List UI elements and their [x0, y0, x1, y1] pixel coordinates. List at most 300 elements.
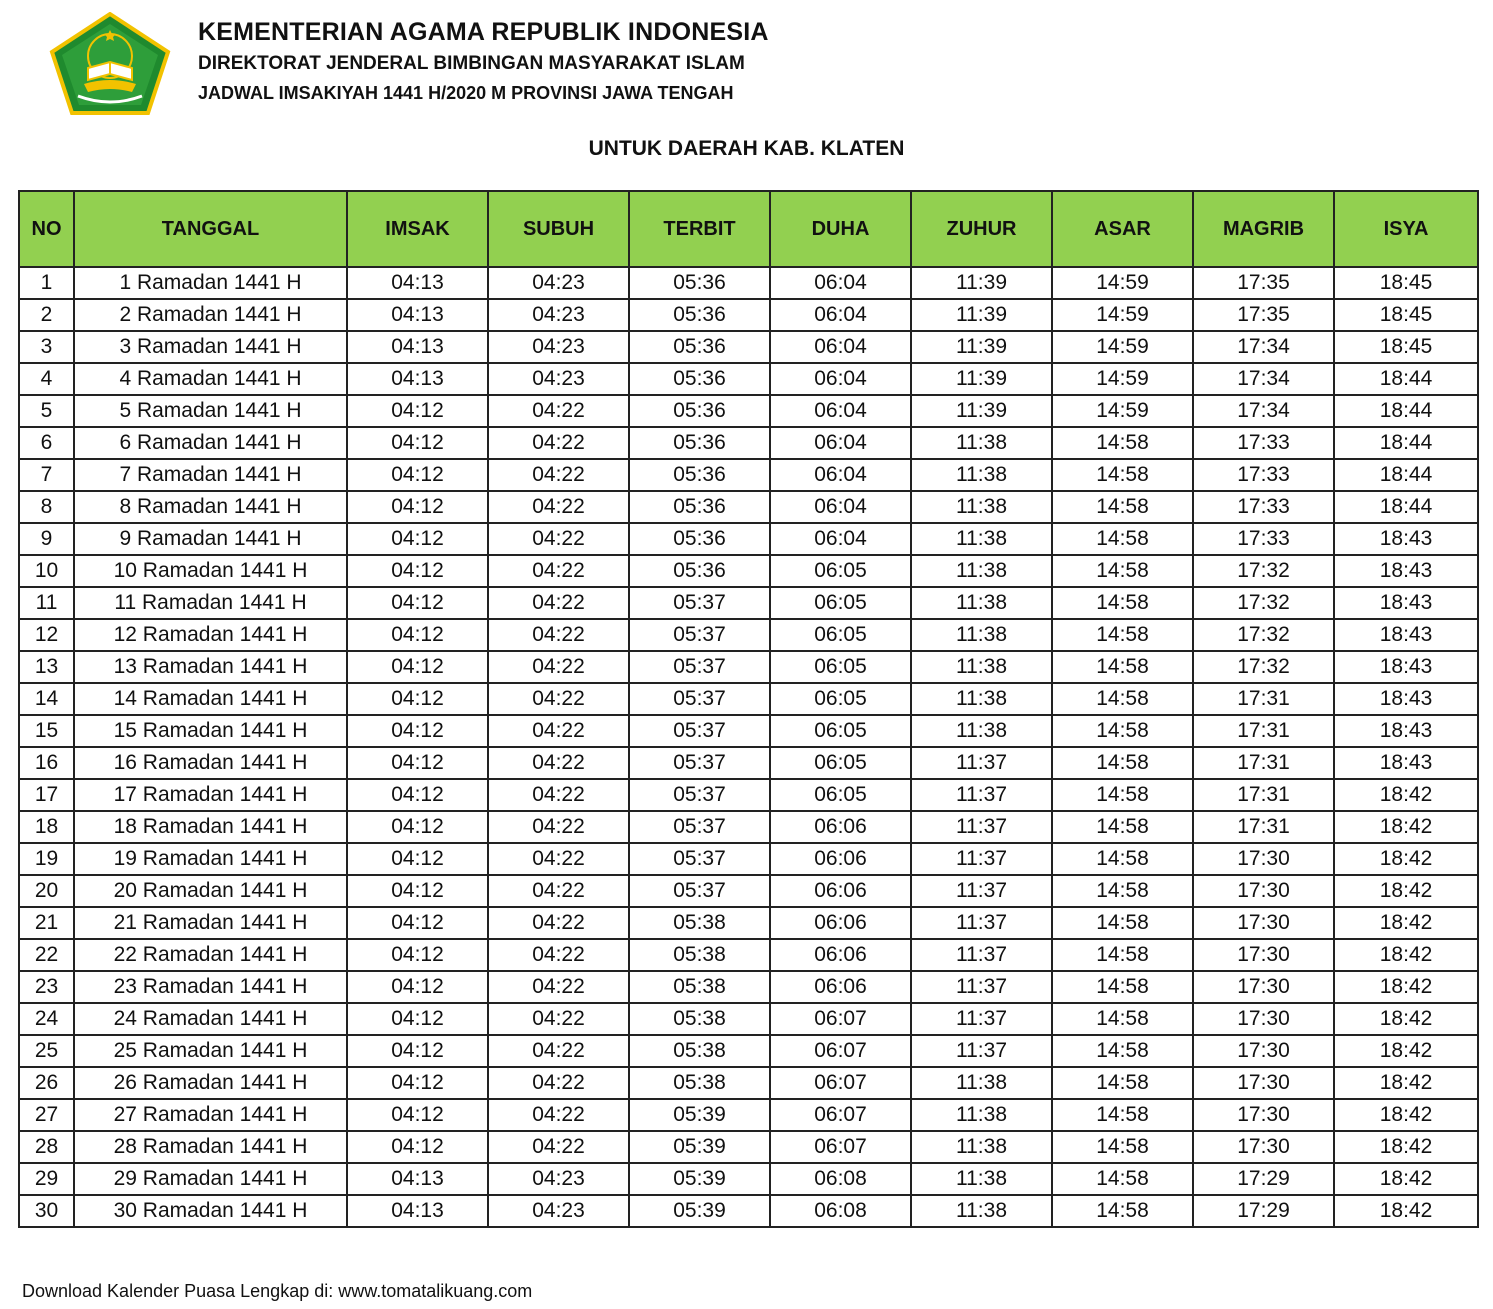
cell-imsak: 04:12	[347, 907, 488, 939]
cell-imsak: 04:12	[347, 843, 488, 875]
cell-imsak: 04:12	[347, 587, 488, 619]
cell-duha: 06:04	[770, 427, 911, 459]
cell-no: 16	[19, 747, 74, 779]
cell-imsak: 04:12	[347, 1067, 488, 1099]
cell-isya: 18:43	[1334, 587, 1478, 619]
cell-tanggal: 22 Ramadan 1441 H	[74, 939, 347, 971]
cell-asar: 14:58	[1052, 459, 1193, 491]
cell-zuhur: 11:38	[911, 555, 1052, 587]
cell-no: 8	[19, 491, 74, 523]
cell-no: 7	[19, 459, 74, 491]
cell-duha: 06:04	[770, 523, 911, 555]
cell-asar: 14:58	[1052, 1003, 1193, 1035]
cell-imsak: 04:12	[347, 779, 488, 811]
cell-imsak: 04:12	[347, 811, 488, 843]
cell-subuh: 04:23	[488, 363, 629, 395]
cell-magrib: 17:33	[1193, 427, 1334, 459]
table-row	[19, 299, 1478, 331]
cell-terbit: 05:37	[629, 683, 770, 715]
ministry-name: KEMENTERIAN AGAMA REPUBLIK INDONESIA	[198, 18, 769, 46]
cell-no: 1	[19, 267, 74, 299]
cell-tanggal: 3 Ramadan 1441 H	[74, 331, 347, 363]
table-row	[19, 1195, 1478, 1227]
cell-duha: 06:04	[770, 395, 911, 427]
cell-no: 2	[19, 299, 74, 331]
cell-imsak: 04:12	[347, 971, 488, 1003]
cell-terbit: 05:36	[629, 427, 770, 459]
cell-subuh: 04:22	[488, 587, 629, 619]
schedule-title: JADWAL IMSAKIYAH 1441 H/2020 M PROVINSI JAWA TENGAH	[198, 83, 734, 103]
column-header-tanggal: TANGGAL	[74, 191, 347, 267]
cell-subuh: 04:22	[488, 875, 629, 907]
table-row	[19, 747, 1478, 779]
cell-zuhur: 11:39	[911, 267, 1052, 299]
cell-asar: 14:58	[1052, 683, 1193, 715]
cell-zuhur: 11:38	[911, 1195, 1052, 1227]
cell-subuh: 04:22	[488, 1099, 629, 1131]
cell-duha: 06:05	[770, 619, 911, 651]
cell-subuh: 04:22	[488, 491, 629, 523]
cell-imsak: 04:12	[347, 1099, 488, 1131]
cell-imsak: 04:13	[347, 299, 488, 331]
column-header-subuh: SUBUH	[488, 191, 629, 267]
cell-imsak: 04:13	[347, 267, 488, 299]
cell-isya: 18:45	[1334, 331, 1478, 363]
cell-no: 23	[19, 971, 74, 1003]
cell-tanggal: 17 Ramadan 1441 H	[74, 779, 347, 811]
cell-terbit: 05:36	[629, 459, 770, 491]
cell-imsak: 04:12	[347, 683, 488, 715]
cell-duha: 06:06	[770, 811, 911, 843]
cell-magrib: 17:33	[1193, 523, 1334, 555]
table-row	[19, 1067, 1478, 1099]
cell-terbit: 05:37	[629, 811, 770, 843]
cell-isya: 18:42	[1334, 1195, 1478, 1227]
cell-isya: 18:44	[1334, 395, 1478, 427]
cell-isya: 18:42	[1334, 1163, 1478, 1195]
cell-tanggal: 26 Ramadan 1441 H	[74, 1067, 347, 1099]
cell-imsak: 04:12	[347, 1035, 488, 1067]
table-body	[19, 267, 1478, 1227]
cell-no: 25	[19, 1035, 74, 1067]
cell-duha: 06:05	[770, 555, 911, 587]
cell-asar: 14:58	[1052, 875, 1193, 907]
cell-asar: 14:58	[1052, 427, 1193, 459]
cell-asar: 14:58	[1052, 811, 1193, 843]
table-row	[19, 907, 1478, 939]
cell-zuhur: 11:37	[911, 875, 1052, 907]
cell-no: 24	[19, 1003, 74, 1035]
table-row	[19, 395, 1478, 427]
cell-magrib: 17:30	[1193, 971, 1334, 1003]
cell-isya: 18:42	[1334, 811, 1478, 843]
cell-isya: 18:42	[1334, 939, 1478, 971]
cell-terbit: 05:37	[629, 619, 770, 651]
cell-isya: 18:43	[1334, 747, 1478, 779]
cell-terbit: 05:38	[629, 971, 770, 1003]
cell-subuh: 04:22	[488, 427, 629, 459]
cell-zuhur: 11:38	[911, 651, 1052, 683]
cell-no: 15	[19, 715, 74, 747]
cell-asar: 14:59	[1052, 299, 1193, 331]
table-row	[19, 619, 1478, 651]
cell-magrib: 17:32	[1193, 651, 1334, 683]
cell-imsak: 04:13	[347, 331, 488, 363]
cell-imsak: 04:12	[347, 427, 488, 459]
cell-duha: 06:08	[770, 1195, 911, 1227]
cell-magrib: 17:30	[1193, 1003, 1334, 1035]
cell-no: 27	[19, 1099, 74, 1131]
cell-subuh: 04:22	[488, 939, 629, 971]
cell-zuhur: 11:38	[911, 523, 1052, 555]
cell-terbit: 05:36	[629, 331, 770, 363]
cell-subuh: 04:23	[488, 331, 629, 363]
cell-zuhur: 11:38	[911, 1163, 1052, 1195]
cell-no: 21	[19, 907, 74, 939]
cell-zuhur: 11:37	[911, 1003, 1052, 1035]
cell-asar: 14:58	[1052, 939, 1193, 971]
cell-terbit: 05:37	[629, 779, 770, 811]
column-header-isya: ISYA	[1334, 191, 1478, 267]
cell-zuhur: 11:39	[911, 363, 1052, 395]
cell-terbit: 05:36	[629, 395, 770, 427]
cell-tanggal: 18 Ramadan 1441 H	[74, 811, 347, 843]
cell-asar: 14:58	[1052, 555, 1193, 587]
table-row	[19, 843, 1478, 875]
cell-magrib: 17:30	[1193, 907, 1334, 939]
cell-imsak: 04:12	[347, 715, 488, 747]
cell-duha: 06:06	[770, 939, 911, 971]
cell-subuh: 04:22	[488, 779, 629, 811]
cell-duha: 06:06	[770, 907, 911, 939]
cell-asar: 14:58	[1052, 491, 1193, 523]
cell-magrib: 17:30	[1193, 1067, 1334, 1099]
cell-asar: 14:58	[1052, 1195, 1193, 1227]
cell-isya: 18:43	[1334, 619, 1478, 651]
cell-zuhur: 11:37	[911, 907, 1052, 939]
cell-subuh: 04:22	[488, 907, 629, 939]
cell-subuh: 04:22	[488, 843, 629, 875]
cell-subuh: 04:22	[488, 747, 629, 779]
cell-duha: 06:05	[770, 651, 911, 683]
cell-subuh: 04:22	[488, 555, 629, 587]
cell-asar: 14:58	[1052, 1035, 1193, 1067]
cell-subuh: 04:22	[488, 1035, 629, 1067]
cell-duha: 06:04	[770, 363, 911, 395]
cell-no: 9	[19, 523, 74, 555]
table-row	[19, 651, 1478, 683]
cell-tanggal: 13 Ramadan 1441 H	[74, 651, 347, 683]
cell-zuhur: 11:37	[911, 811, 1052, 843]
table-row	[19, 491, 1478, 523]
cell-imsak: 04:12	[347, 619, 488, 651]
cell-terbit: 05:37	[629, 587, 770, 619]
cell-magrib: 17:31	[1193, 715, 1334, 747]
cell-isya: 18:43	[1334, 715, 1478, 747]
cell-imsak: 04:12	[347, 939, 488, 971]
table-row	[19, 939, 1478, 971]
cell-subuh: 04:23	[488, 299, 629, 331]
column-header-imsak: IMSAK	[347, 191, 488, 267]
cell-terbit: 05:36	[629, 267, 770, 299]
cell-magrib: 17:32	[1193, 587, 1334, 619]
cell-terbit: 05:37	[629, 747, 770, 779]
cell-subuh: 04:22	[488, 1131, 629, 1163]
cell-no: 19	[19, 843, 74, 875]
table-row	[19, 875, 1478, 907]
cell-terbit: 05:38	[629, 1035, 770, 1067]
cell-duha: 06:04	[770, 331, 911, 363]
cell-isya: 18:45	[1334, 267, 1478, 299]
cell-asar: 14:58	[1052, 747, 1193, 779]
cell-isya: 18:43	[1334, 523, 1478, 555]
table-row	[19, 1099, 1478, 1131]
cell-magrib: 17:29	[1193, 1195, 1334, 1227]
table-row	[19, 331, 1478, 363]
cell-subuh: 04:23	[488, 1195, 629, 1227]
cell-subuh: 04:22	[488, 715, 629, 747]
cell-isya: 18:43	[1334, 555, 1478, 587]
cell-asar: 14:58	[1052, 587, 1193, 619]
cell-imsak: 04:13	[347, 363, 488, 395]
cell-zuhur: 11:37	[911, 1035, 1052, 1067]
cell-asar: 14:58	[1052, 971, 1193, 1003]
cell-asar: 14:59	[1052, 267, 1193, 299]
cell-asar: 14:58	[1052, 843, 1193, 875]
column-header-duha: DUHA	[770, 191, 911, 267]
cell-terbit: 05:38	[629, 1067, 770, 1099]
cell-zuhur: 11:39	[911, 299, 1052, 331]
cell-terbit: 05:36	[629, 523, 770, 555]
cell-isya: 18:42	[1334, 779, 1478, 811]
cell-duha: 06:07	[770, 1099, 911, 1131]
cell-duha: 06:07	[770, 1003, 911, 1035]
cell-terbit: 05:36	[629, 299, 770, 331]
cell-terbit: 05:38	[629, 1003, 770, 1035]
cell-magrib: 17:29	[1193, 1163, 1334, 1195]
table-row	[19, 587, 1478, 619]
cell-duha: 06:05	[770, 683, 911, 715]
cell-no: 4	[19, 363, 74, 395]
cell-subuh: 04:22	[488, 459, 629, 491]
cell-tanggal: 27 Ramadan 1441 H	[74, 1099, 347, 1131]
cell-terbit: 05:36	[629, 363, 770, 395]
cell-tanggal: 14 Ramadan 1441 H	[74, 683, 347, 715]
cell-tanggal: 19 Ramadan 1441 H	[74, 843, 347, 875]
cell-subuh: 04:22	[488, 619, 629, 651]
column-header-no: NO	[19, 191, 74, 267]
cell-isya: 18:42	[1334, 875, 1478, 907]
cell-isya: 18:42	[1334, 843, 1478, 875]
document-header	[198, 16, 769, 107]
cell-terbit: 05:37	[629, 875, 770, 907]
cell-subuh: 04:23	[488, 1163, 629, 1195]
cell-tanggal: 25 Ramadan 1441 H	[74, 1035, 347, 1067]
cell-subuh: 04:22	[488, 395, 629, 427]
cell-terbit: 05:37	[629, 843, 770, 875]
cell-no: 12	[19, 619, 74, 651]
cell-asar: 14:58	[1052, 651, 1193, 683]
cell-tanggal: 15 Ramadan 1441 H	[74, 715, 347, 747]
cell-imsak: 04:12	[347, 523, 488, 555]
cell-terbit: 05:38	[629, 907, 770, 939]
cell-no: 14	[19, 683, 74, 715]
cell-duha: 06:06	[770, 971, 911, 1003]
cell-tanggal: 20 Ramadan 1441 H	[74, 875, 347, 907]
cell-imsak: 04:13	[347, 1163, 488, 1195]
cell-imsak: 04:12	[347, 459, 488, 491]
cell-zuhur: 11:38	[911, 715, 1052, 747]
cell-no: 18	[19, 811, 74, 843]
cell-zuhur: 11:37	[911, 971, 1052, 1003]
cell-asar: 14:59	[1052, 395, 1193, 427]
cell-isya: 18:42	[1334, 907, 1478, 939]
cell-no: 17	[19, 779, 74, 811]
cell-zuhur: 11:37	[911, 939, 1052, 971]
cell-imsak: 04:12	[347, 555, 488, 587]
cell-duha: 06:07	[770, 1131, 911, 1163]
cell-asar: 14:58	[1052, 715, 1193, 747]
cell-isya: 18:42	[1334, 1067, 1478, 1099]
cell-magrib: 17:30	[1193, 843, 1334, 875]
cell-zuhur: 11:38	[911, 1131, 1052, 1163]
cell-magrib: 17:34	[1193, 395, 1334, 427]
cell-isya: 18:44	[1334, 491, 1478, 523]
cell-magrib: 17:31	[1193, 747, 1334, 779]
table-row	[19, 427, 1478, 459]
cell-duha: 06:05	[770, 779, 911, 811]
cell-no: 22	[19, 939, 74, 971]
cell-terbit: 05:36	[629, 491, 770, 523]
cell-subuh: 04:22	[488, 1067, 629, 1099]
cell-no: 29	[19, 1163, 74, 1195]
cell-terbit: 05:39	[629, 1163, 770, 1195]
cell-duha: 06:08	[770, 1163, 911, 1195]
cell-magrib: 17:31	[1193, 779, 1334, 811]
cell-subuh: 04:22	[488, 811, 629, 843]
cell-magrib: 17:31	[1193, 811, 1334, 843]
cell-duha: 06:05	[770, 587, 911, 619]
cell-no: 10	[19, 555, 74, 587]
cell-isya: 18:42	[1334, 1003, 1478, 1035]
column-header-terbit: TERBIT	[629, 191, 770, 267]
cell-magrib: 17:34	[1193, 363, 1334, 395]
cell-imsak: 04:12	[347, 395, 488, 427]
cell-isya: 18:44	[1334, 363, 1478, 395]
cell-zuhur: 11:37	[911, 747, 1052, 779]
cell-zuhur: 11:38	[911, 1099, 1052, 1131]
cell-subuh: 04:22	[488, 1003, 629, 1035]
cell-no: 5	[19, 395, 74, 427]
cell-imsak: 04:12	[347, 747, 488, 779]
cell-isya: 18:42	[1334, 1035, 1478, 1067]
cell-imsak: 04:12	[347, 491, 488, 523]
cell-duha: 06:04	[770, 299, 911, 331]
cell-zuhur: 11:38	[911, 619, 1052, 651]
cell-duha: 06:05	[770, 747, 911, 779]
cell-tanggal: 16 Ramadan 1441 H	[74, 747, 347, 779]
directorate-name: DIREKTORAT JENDERAL BIMBINGAN MASYARAKAT ISLAM	[198, 53, 745, 74]
cell-magrib: 17:34	[1193, 331, 1334, 363]
cell-magrib: 17:30	[1193, 875, 1334, 907]
cell-asar: 14:58	[1052, 523, 1193, 555]
cell-tanggal: 28 Ramadan 1441 H	[74, 1131, 347, 1163]
table-row	[19, 779, 1478, 811]
cell-asar: 14:58	[1052, 907, 1193, 939]
cell-isya: 18:42	[1334, 1131, 1478, 1163]
cell-terbit: 05:39	[629, 1099, 770, 1131]
cell-zuhur: 11:38	[911, 1067, 1052, 1099]
table-row	[19, 683, 1478, 715]
cell-terbit: 05:37	[629, 651, 770, 683]
cell-no: 6	[19, 427, 74, 459]
cell-no: 28	[19, 1131, 74, 1163]
cell-imsak: 04:12	[347, 875, 488, 907]
cell-isya: 18:45	[1334, 299, 1478, 331]
cell-magrib: 17:33	[1193, 459, 1334, 491]
cell-tanggal: 12 Ramadan 1441 H	[74, 619, 347, 651]
table-row	[19, 267, 1478, 299]
cell-magrib: 17:32	[1193, 619, 1334, 651]
cell-magrib: 17:30	[1193, 1099, 1334, 1131]
cell-zuhur: 11:38	[911, 427, 1052, 459]
cell-magrib: 17:31	[1193, 683, 1334, 715]
cell-zuhur: 11:38	[911, 459, 1052, 491]
table-row	[19, 971, 1478, 1003]
cell-duha: 06:05	[770, 715, 911, 747]
cell-tanggal: 4 Ramadan 1441 H	[74, 363, 347, 395]
cell-duha: 06:07	[770, 1035, 911, 1067]
cell-no: 26	[19, 1067, 74, 1099]
table-row	[19, 459, 1478, 491]
cell-duha: 06:04	[770, 459, 911, 491]
cell-imsak: 04:13	[347, 1195, 488, 1227]
cell-subuh: 04:22	[488, 651, 629, 683]
cell-magrib: 17:30	[1193, 1131, 1334, 1163]
region-title: UNTUK DAERAH KAB. KLATEN	[588, 137, 905, 160]
cell-tanggal: 5 Ramadan 1441 H	[74, 395, 347, 427]
cell-asar: 14:58	[1052, 1067, 1193, 1099]
cell-isya: 18:43	[1334, 683, 1478, 715]
cell-no: 30	[19, 1195, 74, 1227]
cell-no: 11	[19, 587, 74, 619]
cell-tanggal: 23 Ramadan 1441 H	[74, 971, 347, 1003]
cell-asar: 14:58	[1052, 1099, 1193, 1131]
cell-tanggal: 2 Ramadan 1441 H	[74, 299, 347, 331]
imsakiyah-table	[18, 190, 1479, 1228]
cell-imsak: 04:12	[347, 1003, 488, 1035]
cell-duha: 06:04	[770, 491, 911, 523]
table-row	[19, 1131, 1478, 1163]
cell-imsak: 04:12	[347, 1131, 488, 1163]
cell-subuh: 04:22	[488, 971, 629, 1003]
cell-tanggal: 21 Ramadan 1441 H	[74, 907, 347, 939]
cell-zuhur: 11:37	[911, 843, 1052, 875]
cell-asar: 14:58	[1052, 1163, 1193, 1195]
cell-terbit: 05:37	[629, 715, 770, 747]
cell-tanggal: 9 Ramadan 1441 H	[74, 523, 347, 555]
cell-imsak: 04:12	[347, 651, 488, 683]
cell-tanggal: 30 Ramadan 1441 H	[74, 1195, 347, 1227]
cell-no: 13	[19, 651, 74, 683]
table-row	[19, 1163, 1478, 1195]
cell-terbit: 05:38	[629, 939, 770, 971]
cell-duha: 06:04	[770, 267, 911, 299]
cell-subuh: 04:22	[488, 683, 629, 715]
cell-terbit: 05:36	[629, 555, 770, 587]
column-header-zuhur: ZUHUR	[911, 191, 1052, 267]
cell-tanggal: 8 Ramadan 1441 H	[74, 491, 347, 523]
